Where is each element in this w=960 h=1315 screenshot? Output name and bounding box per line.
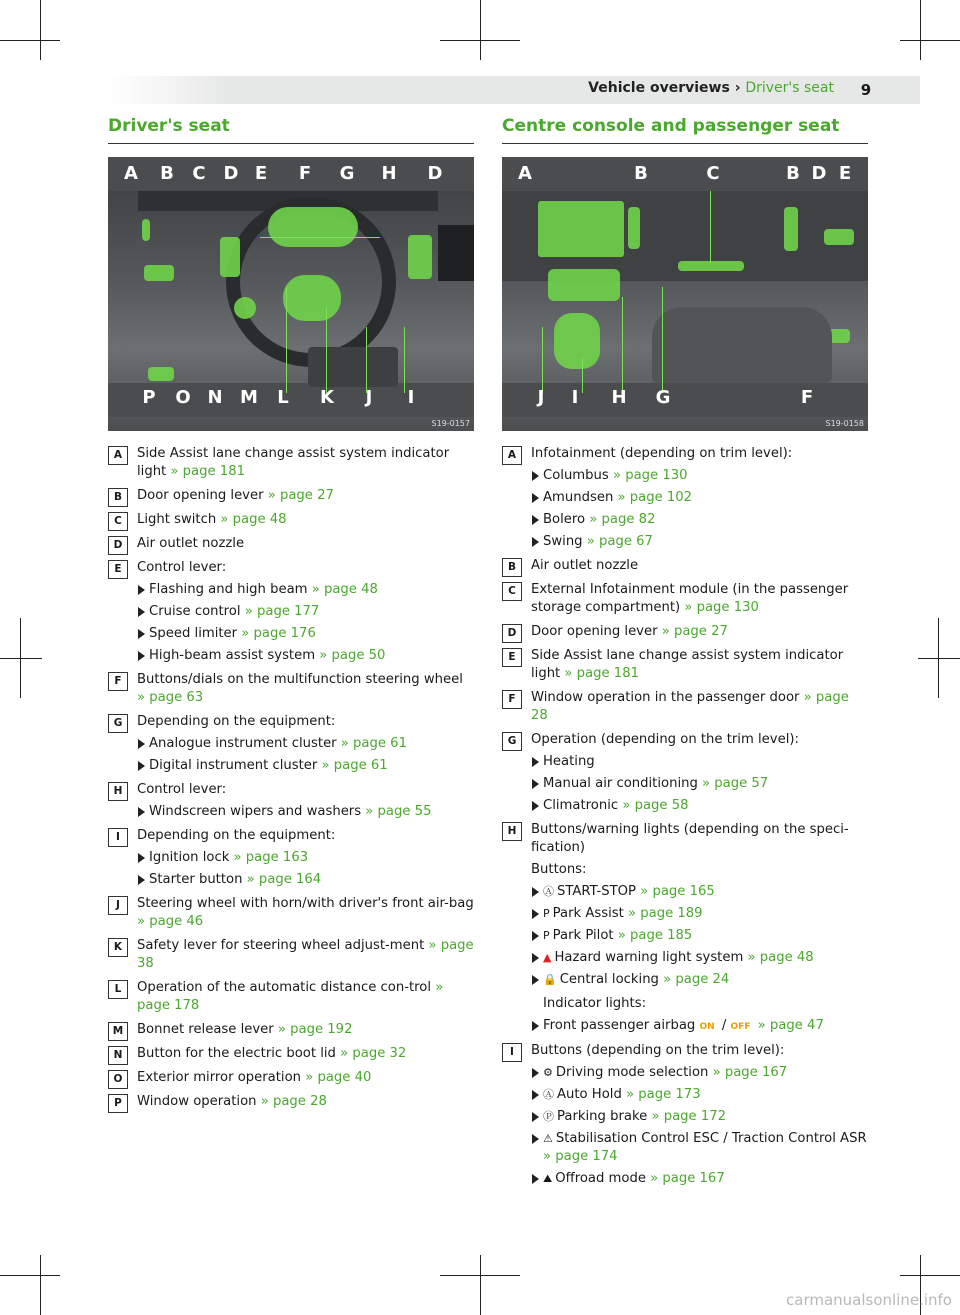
legend-sub-item bbox=[531, 489, 868, 507]
watermark: carmanualsonline.info bbox=[786, 1291, 952, 1309]
legend-sub-item bbox=[137, 603, 474, 621]
legend-letter-badge: I bbox=[502, 1043, 522, 1062]
entry-text: Bonnet release lever bbox=[137, 1022, 278, 1037]
page-reference-link[interactable]: » page 174 bbox=[543, 1149, 618, 1164]
breadcrumb bbox=[588, 80, 834, 96]
legend-sub-item bbox=[531, 883, 868, 901]
page-reference-link[interactable]: » page 192 bbox=[277, 1022, 353, 1037]
breadcrumb-section: Vehicle overviews bbox=[588, 80, 730, 96]
legend-entry bbox=[502, 689, 868, 725]
legend-entry bbox=[502, 445, 868, 551]
figure-callout-letter: P bbox=[142, 387, 156, 408]
page-reference-link[interactable]: » page 28 bbox=[260, 1094, 327, 1109]
legend-sub-item bbox=[531, 1170, 868, 1188]
legend-entry bbox=[108, 671, 474, 707]
legend-letter-badge: P bbox=[108, 1094, 128, 1113]
infotainment-screen bbox=[438, 225, 474, 281]
crop-mark bbox=[480, 0, 481, 60]
legend-description bbox=[531, 1042, 868, 1060]
legend-description bbox=[137, 1093, 474, 1111]
breadcrumb-separator: › bbox=[734, 80, 741, 96]
figure-callout-letter: D bbox=[223, 163, 239, 184]
entry-text: Manual air conditioning bbox=[543, 776, 703, 791]
page-reference-link[interactable]: » page 63 bbox=[137, 690, 204, 705]
legend-entry bbox=[108, 1021, 474, 1039]
airbag-hub-glow bbox=[283, 275, 341, 321]
entry-text: Safety lever for steering wheel adjust-ment bbox=[137, 938, 429, 953]
legend-description bbox=[137, 1045, 474, 1063]
entry-text: Window operation in the passenger door bbox=[531, 690, 804, 705]
entry-text: Offroad mode bbox=[555, 1171, 651, 1186]
legend-sub-item bbox=[137, 735, 474, 753]
leader-line bbox=[326, 307, 327, 393]
entry-text: Windscreen wipers and washers bbox=[149, 804, 366, 819]
crop-mark bbox=[0, 40, 60, 41]
entry-text: Depending on the equipment: bbox=[137, 828, 336, 843]
figure-reference: S19-0158 bbox=[825, 419, 864, 428]
drivers-seat-legend bbox=[108, 445, 474, 1111]
legend-letter-badge: G bbox=[502, 732, 522, 751]
page-reference-link[interactable]: » page 47 bbox=[753, 1018, 824, 1033]
entry-text: Window operation bbox=[137, 1094, 261, 1109]
figure-callout-letter: I bbox=[407, 387, 415, 408]
legend-description bbox=[137, 535, 474, 553]
figure-callout-letter: B bbox=[786, 163, 800, 184]
legend-sub-item bbox=[531, 1130, 868, 1166]
legend-letter-badge: E bbox=[108, 560, 128, 579]
page-reference-link[interactable]: » page 173 bbox=[626, 1087, 701, 1102]
page-reference-link[interactable]: » page 27 bbox=[267, 488, 334, 503]
entry-text: Central locking bbox=[559, 972, 664, 987]
legend-entry bbox=[502, 1042, 868, 1188]
legend-letter-badge: D bbox=[502, 624, 522, 643]
legend-entry bbox=[108, 937, 474, 973]
legend-entry bbox=[108, 511, 474, 529]
infotainment-glow bbox=[538, 201, 624, 257]
page-reference-link[interactable]: » page 55 bbox=[365, 804, 432, 819]
legend-sub-item bbox=[531, 533, 868, 551]
legend-entry bbox=[108, 1069, 474, 1087]
entry-text: Flashing and high beam bbox=[149, 582, 312, 597]
entry-text: Button for the electric boot lid bbox=[137, 1046, 341, 1061]
figure-callout-letter: F bbox=[800, 387, 814, 408]
figure-callout-letter: A bbox=[518, 163, 532, 184]
legend-sub-item bbox=[531, 905, 868, 923]
mirror-control-glow bbox=[148, 367, 174, 381]
door-lever-glow bbox=[144, 265, 174, 281]
legend-subheading: Buttons: bbox=[531, 862, 587, 877]
legend-letter-badge: H bbox=[502, 822, 522, 841]
legend-sub-item bbox=[137, 757, 474, 775]
entry-text: Door opening lever bbox=[531, 624, 662, 639]
section-title: Driver's seat bbox=[108, 116, 474, 144]
legend-description bbox=[137, 827, 474, 845]
legend-letter-badge: K bbox=[108, 938, 128, 957]
legend-letter-badge: F bbox=[502, 690, 522, 709]
leader-line bbox=[662, 287, 663, 393]
legend-sub-item bbox=[531, 1064, 868, 1082]
page-reference-link[interactable]: » page 58 bbox=[622, 798, 689, 813]
legend-sub-item bbox=[531, 971, 868, 989]
legend-sub-item bbox=[531, 1108, 868, 1126]
centre-console-legend bbox=[502, 445, 868, 1188]
page-reference-link[interactable]: » page 189 bbox=[628, 906, 703, 921]
figure-callout-letter: B bbox=[634, 163, 648, 184]
entry-text: Bolero bbox=[543, 512, 590, 527]
figure-callout-letter: N bbox=[207, 387, 223, 408]
figure-callout-letter: B bbox=[160, 163, 174, 184]
legend-entry bbox=[108, 979, 474, 1015]
entry-text: Buttons/warning lights (depending on the speci-fication) bbox=[531, 822, 849, 855]
figure-callout-letter: C bbox=[706, 163, 720, 184]
legend-description bbox=[137, 979, 474, 1015]
page-reference-link[interactable]: » page 164 bbox=[246, 872, 322, 887]
legend-entry bbox=[108, 445, 474, 481]
entry-text: Buttons (depending on the trim level): bbox=[531, 1043, 785, 1058]
legend-sub-item bbox=[137, 581, 474, 599]
legend-sub-item bbox=[531, 927, 868, 945]
leader-line bbox=[710, 191, 711, 263]
page-reference-link[interactable]: » page 61 bbox=[321, 758, 388, 773]
control-symbol-icon: ⛰ bbox=[543, 1172, 553, 1185]
legend-letter-badge: E bbox=[502, 648, 522, 667]
page-reference-link[interactable]: » page 57 bbox=[702, 776, 769, 791]
control-symbol-icon: P bbox=[543, 929, 550, 942]
legend-sub-item bbox=[531, 775, 868, 793]
legend-description bbox=[531, 581, 868, 617]
entry-text: Climatronic bbox=[543, 798, 623, 813]
page-reference-link[interactable]: » page 177 bbox=[244, 604, 320, 619]
legend-description bbox=[137, 713, 474, 731]
control-symbol-icon: ▲ bbox=[543, 951, 552, 964]
page-reference-link[interactable]: » page 176 bbox=[241, 626, 316, 641]
crop-mark bbox=[440, 1275, 520, 1276]
control-symbol-icon: Ⓐ bbox=[543, 885, 554, 898]
legend-description bbox=[531, 689, 868, 725]
entry-text: Air outlet nozzle bbox=[137, 536, 245, 551]
legend-entry bbox=[108, 1093, 474, 1111]
legend-entry bbox=[502, 821, 868, 1036]
right-vent-glow bbox=[408, 235, 432, 279]
figure-callout-letter: H bbox=[611, 387, 627, 408]
legend-description bbox=[137, 781, 474, 799]
page-reference-link[interactable]: » page 167 bbox=[650, 1171, 725, 1186]
crop-mark bbox=[0, 658, 42, 659]
entry-text: Side Assist lane change assist system indicator light bbox=[531, 648, 844, 681]
entry-text: Starter button bbox=[149, 872, 247, 887]
entry-text: High-beam assist system bbox=[149, 648, 320, 663]
drivers-seat-section bbox=[108, 116, 474, 1117]
legend-sub-item bbox=[137, 647, 474, 665]
leader-line bbox=[366, 327, 367, 393]
figure-callout-letter: F bbox=[298, 163, 312, 184]
legend-description bbox=[531, 731, 868, 749]
legend-entry bbox=[502, 581, 868, 617]
instrument-cluster-glow bbox=[268, 207, 358, 247]
legend-description bbox=[137, 559, 474, 577]
legend-letter-badge: C bbox=[502, 582, 522, 601]
legend-letter-badge: J bbox=[108, 896, 128, 915]
page-reference-link[interactable]: » page 163 bbox=[233, 850, 309, 865]
gear-selector-glow bbox=[554, 313, 600, 369]
legend-entry bbox=[108, 895, 474, 931]
page-reference-link[interactable]: » page 38 bbox=[137, 938, 474, 971]
entry-text: Door opening lever bbox=[137, 488, 268, 503]
crop-mark bbox=[900, 40, 960, 41]
entry-text: External Infotainment module (in the passenger storage compartment) bbox=[531, 582, 849, 615]
figure-reference: S19-0157 bbox=[431, 419, 470, 428]
airbag-on-icon: ON bbox=[699, 1022, 715, 1032]
entry-text: Buttons/dials on the multifunction steering wheel bbox=[137, 672, 463, 687]
page-reference-link[interactable]: » page 48 bbox=[747, 950, 814, 965]
centre-console-figure bbox=[502, 157, 868, 431]
figure-callout-letter: G bbox=[339, 163, 355, 184]
crop-mark bbox=[40, 0, 41, 60]
legend-letter-badge: I bbox=[108, 828, 128, 847]
legend-entry bbox=[502, 647, 868, 683]
page-number: 9 bbox=[860, 81, 872, 99]
page-reference-link[interactable]: » page 82 bbox=[589, 512, 656, 527]
entry-text: Steering wheel with horn/with driver's front air-bag bbox=[137, 896, 474, 911]
entry-text: Columbus bbox=[543, 468, 613, 483]
page-reference-link[interactable]: » page 50 bbox=[319, 648, 386, 663]
entry-text: Infotainment (depending on trim level): bbox=[531, 446, 793, 461]
figure-callout-letter: J bbox=[537, 387, 545, 408]
crop-mark bbox=[0, 1275, 60, 1276]
leader-line bbox=[542, 327, 543, 393]
door-lever-glow bbox=[824, 229, 854, 245]
entry-text: Heating bbox=[543, 754, 595, 769]
entry-text: Exterior mirror operation bbox=[137, 1070, 306, 1085]
entry-text: Auto Hold bbox=[557, 1087, 627, 1102]
legend-sub-item bbox=[137, 625, 474, 643]
legend-entry bbox=[108, 827, 474, 889]
leader-line bbox=[622, 297, 623, 393]
entry-text: Light switch bbox=[137, 512, 221, 527]
legend-description bbox=[531, 821, 868, 857]
page-reference-link[interactable]: » page 28 bbox=[531, 690, 849, 723]
legend-letter-badge: N bbox=[108, 1046, 128, 1065]
figure-callout-letter: H bbox=[381, 163, 397, 184]
crop-mark bbox=[920, 0, 921, 60]
crop-mark bbox=[900, 1275, 960, 1276]
drivers-seat-figure bbox=[108, 157, 474, 431]
page-reference-link[interactable]: » page 24 bbox=[663, 972, 730, 987]
page-reference-link[interactable]: » page 178 bbox=[137, 980, 444, 1013]
entry-text: Driving mode selection bbox=[555, 1065, 713, 1080]
control-symbol-icon: P bbox=[543, 907, 550, 920]
pedal-area bbox=[308, 347, 398, 387]
entry-text: Operation (depending on the trim level): bbox=[531, 732, 799, 747]
climate-panel-glow bbox=[548, 269, 620, 301]
legend-letter-badge: B bbox=[502, 558, 522, 577]
leader-line bbox=[286, 287, 287, 393]
side-assist-glow bbox=[142, 219, 150, 241]
legend-letter-badge: A bbox=[502, 446, 522, 465]
entry-text: Side Assist lane change assist system indicator light bbox=[137, 446, 450, 479]
legend-entry bbox=[108, 1045, 474, 1063]
entry-text: Air outlet nozzle bbox=[531, 558, 639, 573]
entry-text: Parking brake bbox=[557, 1109, 652, 1124]
page-reference-link[interactable]: » page 185 bbox=[617, 928, 693, 943]
page-reference-link[interactable]: » page 172 bbox=[651, 1109, 726, 1124]
page-reference-link[interactable]: » page 130 bbox=[612, 468, 688, 483]
entry-text: Speed limiter bbox=[149, 626, 242, 641]
legend-sub-item bbox=[531, 1017, 868, 1036]
legend-description bbox=[531, 445, 868, 463]
legend-sub-item bbox=[531, 467, 868, 485]
left-vent-glow bbox=[220, 237, 240, 277]
page-reference-link[interactable]: » page 167 bbox=[712, 1065, 788, 1080]
page-reference-link[interactable]: » page 40 bbox=[305, 1070, 372, 1085]
indicator-lights-heading: Indicator lights: bbox=[543, 996, 647, 1011]
legend-sub-item bbox=[137, 803, 474, 821]
crop-mark bbox=[40, 1255, 41, 1315]
page-reference-link[interactable]: » page 67 bbox=[586, 534, 653, 549]
entry-text: Analogue instrument cluster bbox=[149, 736, 341, 751]
legend-sub-item bbox=[137, 849, 474, 867]
legend-description bbox=[137, 511, 474, 529]
entry-text: Control lever: bbox=[137, 560, 227, 575]
page-reference-link[interactable]: » page 48 bbox=[220, 512, 287, 527]
legend-description bbox=[531, 557, 868, 575]
figure-callout-letter: K bbox=[320, 387, 334, 408]
entry-text: Digital instrument cluster bbox=[149, 758, 322, 773]
air-vent-glow-right bbox=[784, 207, 798, 251]
legend-sub-item bbox=[531, 949, 868, 967]
legend-sub-item bbox=[531, 753, 868, 771]
figure-callout-letter: I bbox=[571, 387, 579, 408]
page-reference-link[interactable]: » page 181 bbox=[170, 464, 245, 479]
control-symbol-icon: 🔒 bbox=[543, 973, 557, 986]
legend-letter-badge: A bbox=[108, 446, 128, 465]
separator-text: / bbox=[717, 1018, 731, 1033]
figure-callout-letter: M bbox=[240, 387, 258, 408]
figure-callout-letter: C bbox=[192, 163, 206, 184]
legend-entry bbox=[502, 731, 868, 815]
entry-text: Ignition lock bbox=[149, 850, 234, 865]
page-reference-link[interactable]: » page 46 bbox=[137, 914, 204, 929]
legend-description bbox=[137, 487, 474, 505]
storage-module-glow bbox=[678, 261, 744, 271]
legend-letter-badge: C bbox=[108, 512, 128, 531]
air-vent-glow bbox=[628, 207, 640, 249]
figure-callout-letter: O bbox=[175, 387, 191, 408]
legend-sub-item bbox=[531, 1086, 868, 1104]
legend-description bbox=[137, 895, 474, 931]
page-reference-link[interactable]: » page 130 bbox=[684, 600, 759, 615]
page-reference-link[interactable]: » page 32 bbox=[340, 1046, 407, 1061]
figure-callout-letter: G bbox=[655, 387, 671, 408]
entry-text: Park Assist bbox=[552, 906, 628, 921]
legend-entry bbox=[108, 781, 474, 821]
legend-letter-badge: G bbox=[108, 714, 128, 733]
airbag-off-icon: OFF bbox=[730, 1022, 751, 1032]
entry-text: Swing bbox=[543, 534, 587, 549]
legend-description bbox=[137, 937, 474, 973]
legend-entry bbox=[108, 713, 474, 775]
entry-text: Stabilisation Control ESC / Traction Control ASR bbox=[555, 1131, 867, 1146]
control-symbol-icon: Ⓟ bbox=[543, 1110, 554, 1123]
running-header-fade bbox=[110, 76, 230, 104]
control-symbol-icon: ⚠ bbox=[543, 1132, 553, 1145]
legend-letter-badge: M bbox=[108, 1022, 128, 1041]
page-reference-link[interactable]: » page 181 bbox=[564, 666, 639, 681]
figure-callout-letter: E bbox=[838, 163, 852, 184]
legend-description bbox=[137, 671, 474, 707]
entry-text: Depending on the equipment: bbox=[137, 714, 336, 729]
figure-callout-letter: E bbox=[254, 163, 268, 184]
legend-letter-badge: O bbox=[108, 1070, 128, 1089]
legend-sub-item bbox=[531, 511, 868, 529]
legend-letter-badge: L bbox=[108, 980, 128, 999]
crop-mark bbox=[918, 658, 960, 659]
entry-text: Hazard warning light system bbox=[554, 950, 748, 965]
page-reference-link[interactable]: » page 48 bbox=[311, 582, 378, 597]
leader-line bbox=[260, 237, 380, 238]
crop-mark bbox=[440, 40, 520, 41]
legend-description bbox=[137, 445, 474, 481]
figure-callout-letter: J bbox=[365, 387, 373, 408]
page-reference-link[interactable]: » page 27 bbox=[661, 624, 728, 639]
page-reference-link[interactable]: » page 61 bbox=[340, 736, 407, 751]
crop-mark bbox=[480, 1255, 481, 1315]
legend-description bbox=[137, 1021, 474, 1039]
legend-sub-item bbox=[531, 797, 868, 815]
control-symbol-icon: ⚙ bbox=[543, 1066, 553, 1079]
legend-letter-badge: B bbox=[108, 488, 128, 507]
entry-text: Control lever: bbox=[137, 782, 227, 797]
legend-description bbox=[137, 1069, 474, 1087]
figure-callout-letter: D bbox=[811, 163, 827, 184]
entry-text: Park Pilot bbox=[552, 928, 618, 943]
page-reference-link[interactable]: » page 165 bbox=[640, 884, 715, 899]
light-switch-glow bbox=[234, 297, 256, 319]
leader-line bbox=[404, 327, 405, 393]
legend-entry bbox=[502, 557, 868, 575]
section-title: Centre console and passenger seat bbox=[502, 116, 868, 144]
legend-entry bbox=[502, 623, 868, 641]
entry-text: START-STOP bbox=[557, 884, 641, 899]
legend-letter-badge: D bbox=[108, 536, 128, 555]
legend-entry bbox=[108, 487, 474, 505]
passenger-seat bbox=[652, 307, 832, 383]
legend-entry bbox=[108, 535, 474, 553]
figure-callout-letter: L bbox=[277, 387, 289, 408]
legend-entry bbox=[108, 559, 474, 665]
centre-console-section bbox=[502, 116, 868, 1194]
legend-sub-item bbox=[137, 871, 474, 889]
entry-text: Cruise control bbox=[149, 604, 245, 619]
legend-description bbox=[531, 647, 868, 683]
breadcrumb-current: Driver's seat bbox=[745, 80, 834, 96]
entry-text: Operation of the automatic distance con-trol bbox=[137, 980, 436, 995]
legend-letter-badge: H bbox=[108, 782, 128, 801]
entry-text: Front passenger airbag bbox=[543, 1018, 700, 1033]
figure-callout-letter: A bbox=[124, 163, 138, 184]
legend-letter-badge: F bbox=[108, 672, 128, 691]
control-symbol-icon: Ⓐ bbox=[543, 1088, 554, 1101]
entry-text: Amundsen bbox=[543, 490, 618, 505]
legend-description bbox=[531, 623, 868, 641]
page-reference-link[interactable]: » page 102 bbox=[617, 490, 693, 505]
figure-callout-letter: D bbox=[427, 163, 443, 184]
